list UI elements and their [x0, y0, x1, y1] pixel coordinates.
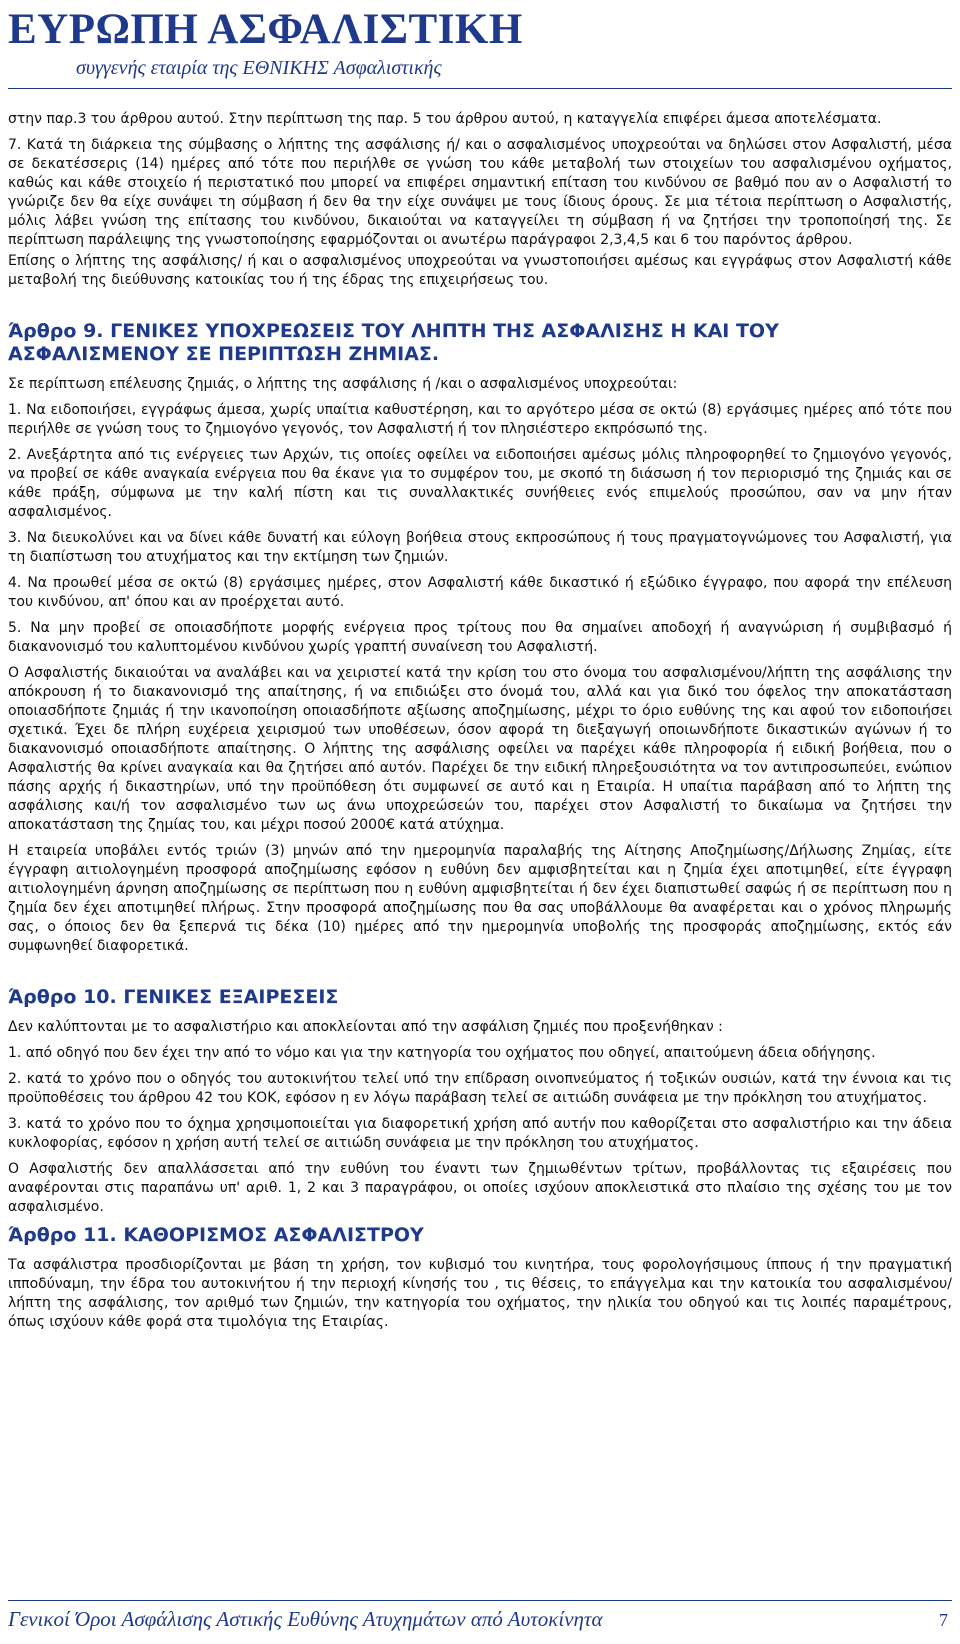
list-item: 1. Να ειδοποιήσει, εγγράφως άμεσα, χωρίς υπαίτια καθυστέρηση, και το αργότερο μέσα σε οκτώ (8) εργάσιμες ημέρες από τότε που περιήλθε σε γνώση τους το ζημιογόνο γεγονός, τον Ασφαλιστή ή τον πλησιέστερο εκπρόσωπό της. — [8, 402, 952, 437]
list-item: 2. Ανεξάρτητα από τις ενέργειες των Αρχών, τις οποίες οφείλει να ειδοποιήσει αμέσως μόλις πληροφορηθεί το ζημιογόνο γεγονός, να προβεί σε κάθε αναγκαία ενέργεια που θα έκανε για το συμφέρον του, με σκοπό τη διάσωση ή τον περιορισμό της ζημιάς και σε κάθε πράξη, σύμφωνα με την καλή πίστη και τις συναλλακτικές συνήθειες ενός επιμελούς προσώπου, σαν να μην ήταν ασφαλισμένος. — [8, 447, 952, 520]
paragraph: Ο Ασφαλιστής δικαιούται να αναλάβει και να χειριστεί κατά την κρίση του στο όνομα του ασφαλισμένου/λήπτη της ασφάλισης την απόκρουση ή το διακανονισμό της απαίτησης, ή να επιδιώξει στο όνομά του, αλλά και για δικό του όφελος την αποκατάσταση οποιασδήποτε ζημιάς ή την ικανοποίηση οποιασδήποτε αξίωσης αποζημίωσης, μέχρι το όριο ευθύνης της και αφού τον ειδοποιήσει σχετικά. Έχει δε πλήρη ευχέρεια χειρισμού των υποθέσεων, όσον αφορά τη διεξαγωγή οποιωνδήποτε δικαστικών αγώνων ή το διακανονισμό οποιασδήποτε απαίτησης. Ο λήπτης της ασφάλισης οφείλει να παρέχει κάθε πληροφορία ή ειδική βοήθεια, που ο Ασφαλιστής θα κρίνει αναγκαία και θα ζητήσει από αυτόν. Παρέχει δε την ειδική πληρεξουσιότητα να τον αντιπροσωπεύει, ενώπιον πάσης αρχής ή δικαστηρίων, υπό την προϋπόθεση ότι συμφωνεί σε αυτό και η Εταιρία. Η υπαίτια παράβαση από το λήπτη της ασφάλισης και/ή τον ασφαλισμένο των ως άνω υποχρεώσεών του, παρέχει στον Ασφαλιστή το δικαίωμα να ζητήσει την αποκατάσταση της ζημίας του, και μέχρι ποσού 2000€ κατά ατύχημα. — [8, 665, 952, 833]
article-10-heading: Άρθρο 10. ΓΕΝΙΚΕΣ ΕΞΑΙΡΕΣΕΙΣ — [8, 986, 339, 1008]
page-header — [8, 0, 952, 80]
paragraph: Δεν καλύπτονται με το ασφαλιστήριο και αποκλείονται από την ασφάλιση ζημιές που προξενήθηκαν : — [8, 1019, 723, 1035]
paragraph: στην παρ.3 του άρθρου αυτού. Στην περίπτωση της παρ. 5 του άρθρου αυτού, η καταγγελία επιφέρει άμεσα αποτελέσματα. — [8, 111, 882, 127]
brand-name: ΕΥΡΩΠΗ ΑΣΦΑΛΙΣΤΙΚΗ — [8, 6, 523, 53]
page-number: 7 — [939, 1610, 948, 1630]
list-item: 1. από οδηγό που δεν έχει την από το νόμο και για την κατηγορία του οχήματος που οδηγεί, απαιτούμενη άδεια οδήγησης. — [8, 1045, 876, 1061]
paragraph: Τα ασφάλιστρα προσδιορίζονται με βάση τη χρήση, τον κυβισμό του κινητήρα, τους φορολογήσιμους ίππους ή την πραγματική ιπποδύναμη, την έδρα του αυτοκινήτου ή την περιοχή κίνησής του , τις θέσεις, το επάγγελμα και την κατοικία του ασφαλισμένου/λήπτη της ασφάλισης, τον αριθμό των ζημιών, την κατηγορία του οχήματος, την ηλικία του οδηγού και τις λοιπές παραμέτρους, όπως ισχύουν κάθε φορά στα τιμολόγια της Εταιρίας. — [8, 1257, 952, 1330]
header-divider — [8, 88, 952, 89]
page-footer — [8, 1600, 952, 1634]
list-item: 3. Να διευκολύνει και να δίνει κάθε δυνατή και εύλογη βοήθεια στους εκπροσώπους ή τους πραγματογνώμονες του Ασφαλιστή, για τη διαπίστωση του ατυχήματος και την εκτίμηση των ζημιών. — [8, 530, 952, 565]
paragraph: Σε περίπτωση επέλευσης ζημιάς, ο λήπτης της ασφάλισης ή /και ο ασφαλισμένος υποχρεούται: — [8, 376, 678, 392]
article-9-heading: Άρθρο 9. ΓΕΝΙΚΕΣ ΥΠΟΧΡΕΩΣΕΙΣ ΤΟΥ ΛΗΠΤΗ ΤΗΣ ΑΣΦΑΛΙΣΗΣ Η ΚΑΙ ΤΟΥ ΑΣΦΑΛΙΣΜΕΝΟΥ ΣΕ ΠΕΡΙΠΤΩΣΗ ΖΗΜΙΑΣ. — [8, 320, 779, 365]
paragraph: Ο Ασφαλιστής δεν απαλλάσσεται από την ευθύνη του έναντι των ζημιωθέντων τρίτων, προβάλλοντας τις εξαιρέσεις που αναφέρονται στις παραπάνω υπ' αριθ. 1, 2 και 3 παραγράφου, οι οποίες ισχύουν αποκλειστικά στο πλαίσιο της σχέσης του με τον ασφαλισμένο. — [8, 1161, 952, 1215]
list-item: 2. κατά το χρόνο που ο οδηγός του αυτοκινήτου τελεί υπό την επίδραση οινοπνεύματος ή τοξικών ουσιών, κατά την έννοια και τις προϋποθέσεις του άρθρου 42 του ΚΟΚ, εφόσον η εν λόγω παράβαση τελεί σε αιτιώδη συνάφεια με την πρόκληση του ατυχήματος. — [8, 1071, 952, 1106]
article-11-heading: Άρθρο 11. ΚΑΘΟΡΙΣΜΟΣ ΑΣΦΑΛΙΣΤΡΟΥ — [8, 1224, 424, 1246]
paragraph: 7. Κατά τη διάρκεια της σύμβασης ο λήπτης της ασφάλισης ή/ και ο ασφαλισμένος υποχρεούται να δηλώσει στον Ασφαλιστή, μέσα σε δεκατέσσερις (14) ημέρες από τότε που περιήλθε σε γνώση του κάθε μεταβολή των στοιχείων του ασφαλισμένου οχήματος, καθώς και κάθε στοιχείο ή περιστατικό που μπορεί να επιφέρει σημαντική επίταση του κινδύνου σε βαθμό που αν ο Ασφαλιστή το γνώριζε δεν θα είχε συνάψει τη σύμβαση ή δεν θα την είχε συνάψει με τους ίδιους όρους. Σε μια τέτοια περίπτωση ο Ασφαλιστής, μόλις λάβει γνώση της επίτασης του κινδύνου, δικαιούται να καταγγείλει τη σύμβαση ή να ζητήσει την τροποποίησή της. Σε περίπτωση παράλειψης της γνωστοποίησης εφαρμόζονται οι ανωτέρω παράγραφοι 2,3,4,5 και 6 του παρόντος άρθρου. — [8, 137, 952, 248]
list-item: 4. Να προωθεί μέσα σε οκτώ (8) εργάσιμες ημέρες, στον Ασφαλιστή κάθε δικαστικό ή εξώδικο έγγραφο, που αφορά την επέλευση του κινδύνου, απ' όπου και αν προέρχεται αυτό. — [8, 575, 952, 610]
footer-title: Γενικοί Όροι Ασφάλισης Αστικής Ευθύνης Ατυχημάτων από Αυτοκίνητα — [8, 1607, 603, 1631]
paragraph: Επίσης ο λήπτης της ασφάλισης/ ή και ο ασφαλισμένος υποχρεούται να γνωστοποιήσει αμέσως και εγγράφως στον Ασφαλιστή κάθε μεταβολή της διεύθυνσης κατοικίας του ή της έδρας της επιχειρήσεως του. — [8, 253, 952, 288]
footer-divider — [8, 1600, 952, 1601]
document-body — [8, 110, 952, 1339]
paragraph: Η εταιρεία υποβάλει εντός τριών (3) μηνών από την ημερομηνία παραλαβής της Αίτησης Αποζημίωσης/Δήλωσης Ζημίας, είτε έγγραφη αιτιολογημένη προσφορά αποζημίωσης εφόσον η ευθύνη δεν αμφισβητείται και η ζημία έχει αποτιμηθεί, είτε έγγραφη αιτιολογημένη άρνηση αποζημίωσης σε περίπτωση που η ευθύνη αμφισβητείται ή δεν έχει διαπιστωθεί σαφώς ή σε περίπτωση που η ζημία δεν έχει αποτιμηθεί πλήρως. Στην προσφορά αποζημίωσης που θα σας υποβάλλουμε θα αναφέρεται και ο χρόνος πληρωμής σας, ο όποιος δεν θα ξεπερνά τις δέκα (10) ημέρες από την ημερομηνία υποβολής της προσφοράς αποζημίωσης, εκτός εάν συμφωνηθεί διαφορετικά. — [8, 843, 952, 954]
list-item: 5. Να μην προβεί σε οποιασδήποτε μορφής ενέργεια προς τρίτους που θα σημαίνει αποδοχή ή αναγνώριση ή συμβιβασμό ή διακανονισμό του καλυπτομένου κινδύνου χωρίς γραπτή συναίνεση του Ασφαλιστή. — [8, 620, 952, 655]
list-item: 3. κατά το χρόνο που το όχημα χρησιμοποιείται για διαφορετική χρήση από αυτήν που καθορίζεται στο ασφαλιστήριο και την άδεια κυκλοφορίας, εφόσον η χρήση αυτή τελεί σε αιτιώδη συνάφεια με την πρόκληση του ατυχήματος. — [8, 1116, 952, 1151]
brand-tagline: συγγενής εταιρία της ΕΘΝΙΚΗΣ Ασφαλιστικής — [76, 57, 442, 79]
